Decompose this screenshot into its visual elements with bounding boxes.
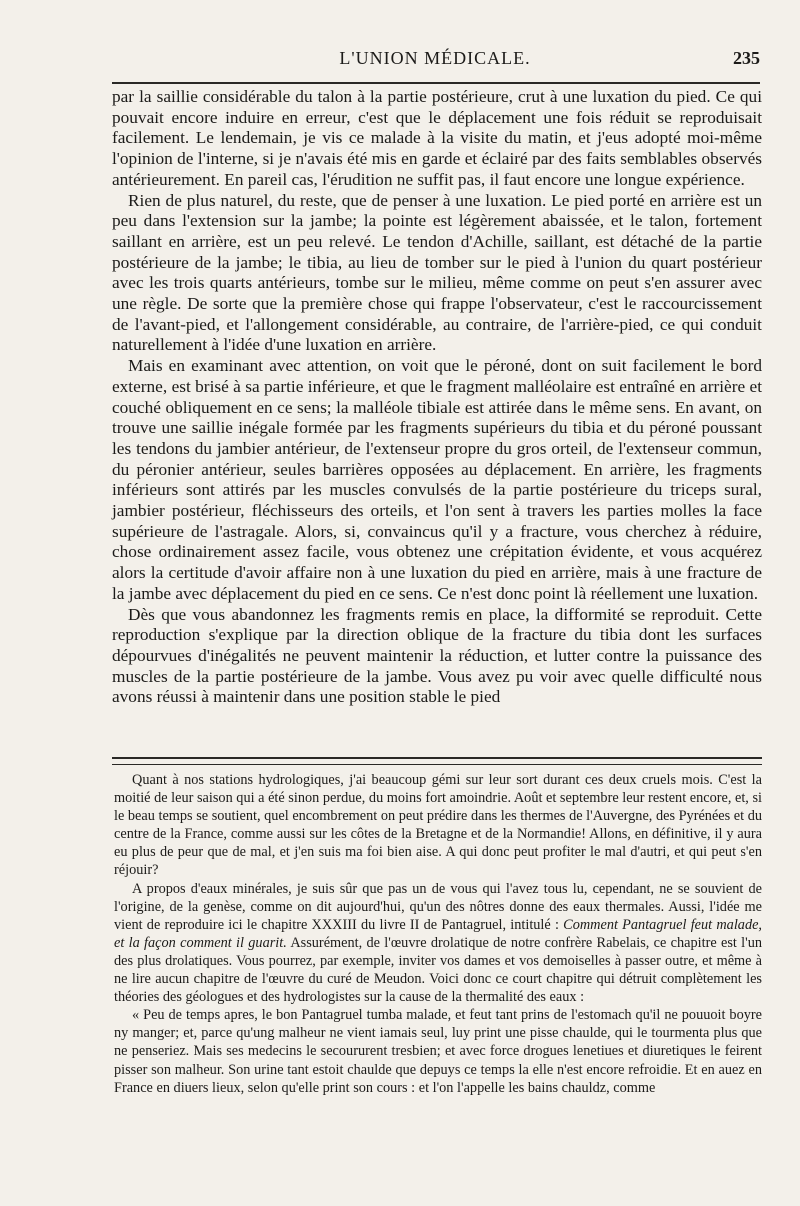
- feuilleton-paragraph-1: Quant à nos stations hydrologiques, j'ai beaucoup gémi sur leur sort durant ces deux cruels mois. C'est la moitié de leur saison qui a été sinon perdue, du moins fort amoindrie. Août et septembre leur restent encore, et, si le beau temps se soutient, quel encombrement on peut prédire dans les thermes de l'Auvergne, des Pyrénées et du centre de la France, comme aussi sur les côtes de la Bretagne et de la Normandie! Allons, en définitive, il y aura eu plus de peur que de mal, et j'en suis ma foi bien aise. A qui donc peut profiter le mal d'autri, et qui peut s'en réjouir?: [114, 772, 762, 879]
- rabelais-quote: « Peu de temps apres, le bon Pantagruel tumba malade, et feut tant prins de l'estomach qu'il ne pouuoit boyre ny manger; et, parce qu'ung malheur ne vient iamais seul, luy print une pisse chaulde, qui le tourmenta plus que ne penseriez. Mais ses medecins le secoururent tresbien; et avec force drogues lenetiues et diuretiques le feirent pisser son malheur. Son urine tant estoit chaulde que depuys ce temps la elle n'est encore refroidie. Et en auez en France en diuers lieux, selon qu'elle print son cours : et l'on l'appelle les bains chauldz, comme: [114, 1007, 762, 1096]
- feuilleton: [114, 771, 762, 1097]
- page-header: [110, 44, 760, 74]
- feuilleton-text: Assurément, de l'œuvre drolatique de notre confrère Rabelais, ce chapitre est l'un des plus drolatiques. Vous pourrez, par exemple, inviter vos dames et vos demoiselles à passer outre, et même à ne lire aucun chapitre de l'œuvre du curé de Meudon. Voici donc ce court chapitre qui détruit complètement les théories des géologues et des hydrologistes sur la cause de la thermalité des eaux :: [114, 934, 763, 1006]
- main-paragraph-4: Dès que vous abandonnez les fragments remis en place, la difformité se reproduit. Cette reproduction s'explique par la direction oblique de la fracture du tibia dont les surfaces dépourvues d'inégalités ne peuvent maintenir la réduction, et lutter contre la puissance des muscles de la partie postérieure de la jambe. Vous avez pu voir avec quelle difficulté nous avons réussi à maintenir dans une position stable le pied: [112, 604, 762, 707]
- main-paragraph-2: Rien de plus naturel, du reste, que de penser à une luxation. Le pied porté en arrière est un peu dans l'extension sur la jambe; la pointe est légèrement abaissée, et le talon, fortement saillant en arrière, est un peu relevé. Le tendon d'Achille, saillant, est détaché de la partie postérieure de la jambe; le tibia, au lieu de tomber sur le pied à l'union du quart postérieur avec les trois quarts antérieurs, tombe sur le milieu, même comme on peut s'en assurer avec une règle. De sorte que la première chose qui frappe l'observateur, c'est le raccourcissement de l'avant-pied, et l'allongement considérable, au contraire, de l'arrière-pied, ce qui conduit naturellement à l'idée d'une luxation en arrière.: [112, 190, 762, 355]
- main-paragraph-1: par la saillie considérable du talon à la partie postérieure, crut à une luxation du pied. Ce qui pouvait encore induire en erreur, c'est que le déplacement une fois réduit se reproduisait facilement. Le lendemain, je vis ce malade à la visite du matin, et j'eus adopté moi-même l'opinion de l'interne, si je n'avais été mis en garde et éclairé par des faits semblables observés antérieurement. En pareil cas, l'érudition ne suffit pas, il faut encore une longue expérience.: [112, 87, 762, 189]
- page-number: 235: [733, 48, 760, 68]
- feuilleton-separator: [112, 757, 762, 765]
- header-rule: [112, 82, 760, 84]
- running-title: L'UNION MÉDICALE.: [339, 48, 531, 68]
- feuilleton-text: A propos d'eaux minérales, je suis sûr que pas un de vous qui l'avez tous lu, cependant, ne se souvient de l'origine, de la genèse, comme on dit aujourd'hui, qu'un des nôtres donne des eaux thermales. Aussi, l'idée me vient de reproduire ici le chapitre XXXIII du livre II de Pantagruel, intitulé :: [114, 880, 762, 933]
- chapter-title: Comment Pantagruel feut malade, et la façon comment il guarit.: [114, 916, 763, 951]
- main-paragraph-3: Mais en examinant avec attention, on voit que le péroné, dont on suit facilement le bord externe, est brisé à sa partie inférieure, et que le fragment malléolaire est entraîné en arrière et couché obliquement en ce sens; la malléole tibiale est attirée dans le même sens. En avant, on trouve une saillie inégale formée par les fragments supérieurs du tibia et du péroné poussant les tendons du jambier antérieur, de l'extenseur propre du gros orteil, de l'extenseur commun, du péronier antérieur, seules barrières opposées au déplacement. En arrière, les fragments inférieurs sont attirés par les muscles convulsés de la partie postérieure du triceps sural, jambier postérieur, fléchisseurs des orteils, et l'on sent à travers les parties molles la face supérieure de l'astragale. Alors, si, convaincus qu'il y a fracture, vous cherchez à réduire, chose ordinairement assez facile, vous obtenez une crépitation évidente, et vous acquérez alors la certitude d'avoir affaire non à une luxation du pied en arrière, mais à une fracture de la jambe avec déplacement du pied en ce sens. Ce n'est donc point là réellement une luxation.: [112, 356, 762, 603]
- feuilleton-paragraph-2: [114, 880, 762, 1007]
- main-text: [112, 87, 762, 708]
